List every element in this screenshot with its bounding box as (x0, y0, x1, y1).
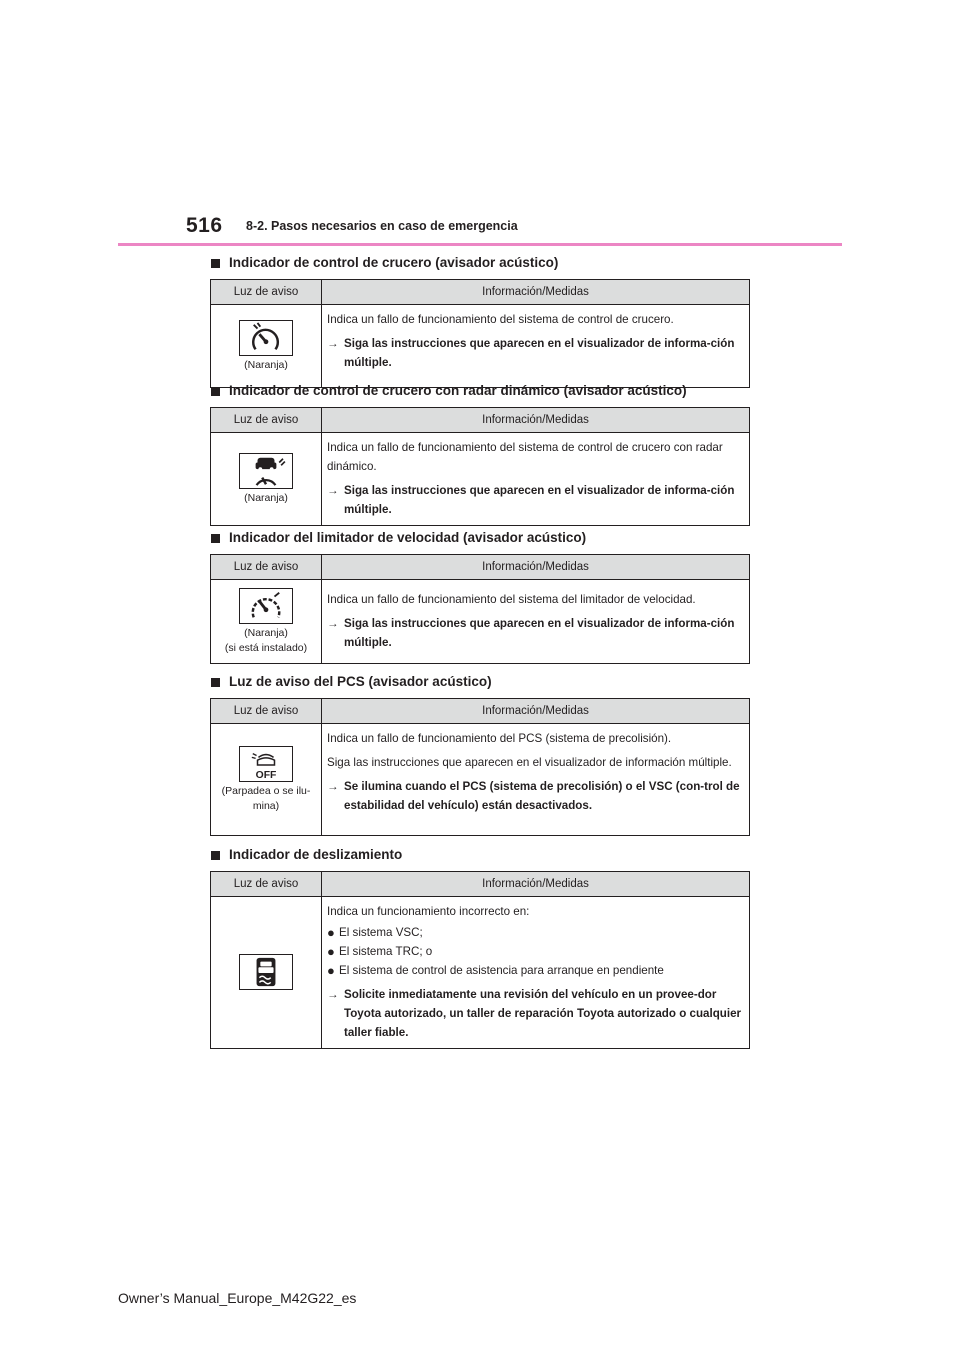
action-item: → Siga las instrucciones que aparecen en el visualizador de informa-ción múltiple. (327, 614, 745, 652)
section-title: Luz de aviso del PCS (avisador acústico) (210, 672, 750, 692)
speed-limiter-warning-icon (239, 588, 293, 624)
list-item: ● El sistema de control de asistencia para arranque en pendiente (327, 963, 664, 978)
info-cell (322, 305, 750, 388)
info-text: Indica un fallo de funcionamiento del sistema de control de crucero con radar dinámico. (327, 441, 723, 473)
info-cell (322, 897, 750, 1049)
column-header-info: Información/Medidas (322, 699, 750, 724)
warning-table (210, 871, 750, 1049)
cruise-control-warning-icon (239, 320, 293, 356)
lamp-caption-note: (si está instalado) (224, 641, 308, 654)
warning-table (210, 279, 750, 388)
column-header-info: Información/Medidas (322, 408, 750, 433)
lamp-cell (211, 305, 322, 388)
lamp-cell (211, 724, 322, 836)
action-item: → Siga las instrucciones que aparecen en el visualizador de informa-ción múltiple. (327, 481, 745, 519)
arrow-icon: → (327, 337, 339, 350)
arrow-icon: → (327, 484, 339, 497)
radar-cruise-control-warning-icon (239, 453, 293, 489)
column-header-lamp: Luz de aviso (211, 699, 322, 724)
lamp-cell (211, 433, 322, 526)
info-text-secondary: Siga las instrucciones que aparecen en el visualizador de información múltiple. (327, 756, 732, 769)
info-text: Indica un fallo de funcionamiento del sistema del limitador de velocidad. (327, 593, 696, 606)
pcs-off-label: OFF (255, 769, 277, 781)
section-title: Indicador de control de crucero (avisador acústico) (210, 253, 750, 273)
page-number: 516 (186, 214, 223, 237)
info-cell (322, 724, 750, 836)
lamp-cell (211, 580, 322, 664)
info-text: Indica un fallo de funcionamiento del PCS (sistema de precolisión). (327, 732, 672, 745)
lamp-caption: (Naranja) (244, 491, 288, 504)
bullet-icon: ● (327, 963, 335, 978)
document-footer: Owner’s Manual_Europe_M42G22_es (118, 1290, 357, 1306)
lamp-cell (211, 897, 322, 1049)
lamp-caption: (Parpadea o se ilu- (221, 784, 311, 797)
section-title: Indicador del limitador de velocidad (avisador acústico) (210, 528, 750, 548)
section-title: Indicador de deslizamiento (210, 845, 750, 865)
arrow-icon: → (327, 617, 339, 630)
action-item: → Se ilumina cuando el PCS (sistema de precolisión) o el VSC (con-trol de estabilidad del vehículo) están desactivados. (327, 777, 745, 815)
column-header-lamp: Luz de aviso (211, 408, 322, 433)
pcs-off-warning-icon (239, 746, 293, 782)
column-header-lamp: Luz de aviso (211, 872, 322, 897)
section-radar-cruise-control (210, 381, 750, 526)
column-header-info: Información/Medidas (322, 555, 750, 580)
square-bullet-icon (211, 259, 220, 268)
square-bullet-icon (211, 851, 220, 860)
info-text: Indica un funcionamiento incorrecto en: (327, 905, 530, 918)
arrow-icon: → (327, 988, 339, 1001)
section-title: Indicador de control de crucero con radar dinámico (avisador acústico) (210, 381, 750, 401)
header-divider (118, 243, 842, 246)
info-text: Indica un fallo de funcionamiento del sistema de control de crucero. (327, 313, 674, 326)
section-pcs (210, 672, 750, 836)
lamp-caption: (Naranja) (244, 626, 288, 639)
column-header-info: Información/Medidas (322, 872, 750, 897)
warning-table (210, 554, 750, 664)
bullet-icon: ● (327, 925, 335, 940)
section-cruise-control (210, 253, 750, 388)
lamp-caption: (Naranja) (244, 358, 288, 371)
action-item: → Solicite inmediatamente una revisión del vehículo en un provee-dor Toyota autorizado, un taller de reparación Toyota autorizado o cualquier taller fiable. (327, 985, 745, 1042)
column-header-lamp: Luz de aviso (211, 280, 322, 305)
list-item: ● El sistema VSC; (327, 925, 423, 940)
warning-table (210, 407, 750, 526)
section-speed-limiter (210, 528, 750, 664)
action-item: → Siga las instrucciones que aparecen en el visualizador de informa-ción múltiple. (327, 334, 745, 372)
bullet-icon: ● (327, 944, 335, 959)
info-cell (322, 580, 750, 664)
list-item: ● El sistema TRC; o (327, 944, 433, 959)
square-bullet-icon (211, 534, 220, 543)
square-bullet-icon (211, 387, 220, 396)
arrow-icon: → (327, 780, 339, 793)
column-header-info: Información/Medidas (322, 280, 750, 305)
section-slip-indicator (210, 845, 750, 1049)
warning-table (210, 698, 750, 836)
info-cell (322, 433, 750, 526)
lamp-caption-cont: mina) (252, 799, 280, 812)
square-bullet-icon (211, 678, 220, 687)
chapter-title: 8-2. Pasos necesarios en caso de emergencia (246, 219, 518, 233)
slip-indicator-icon (239, 954, 293, 990)
column-header-lamp: Luz de aviso (211, 555, 322, 580)
